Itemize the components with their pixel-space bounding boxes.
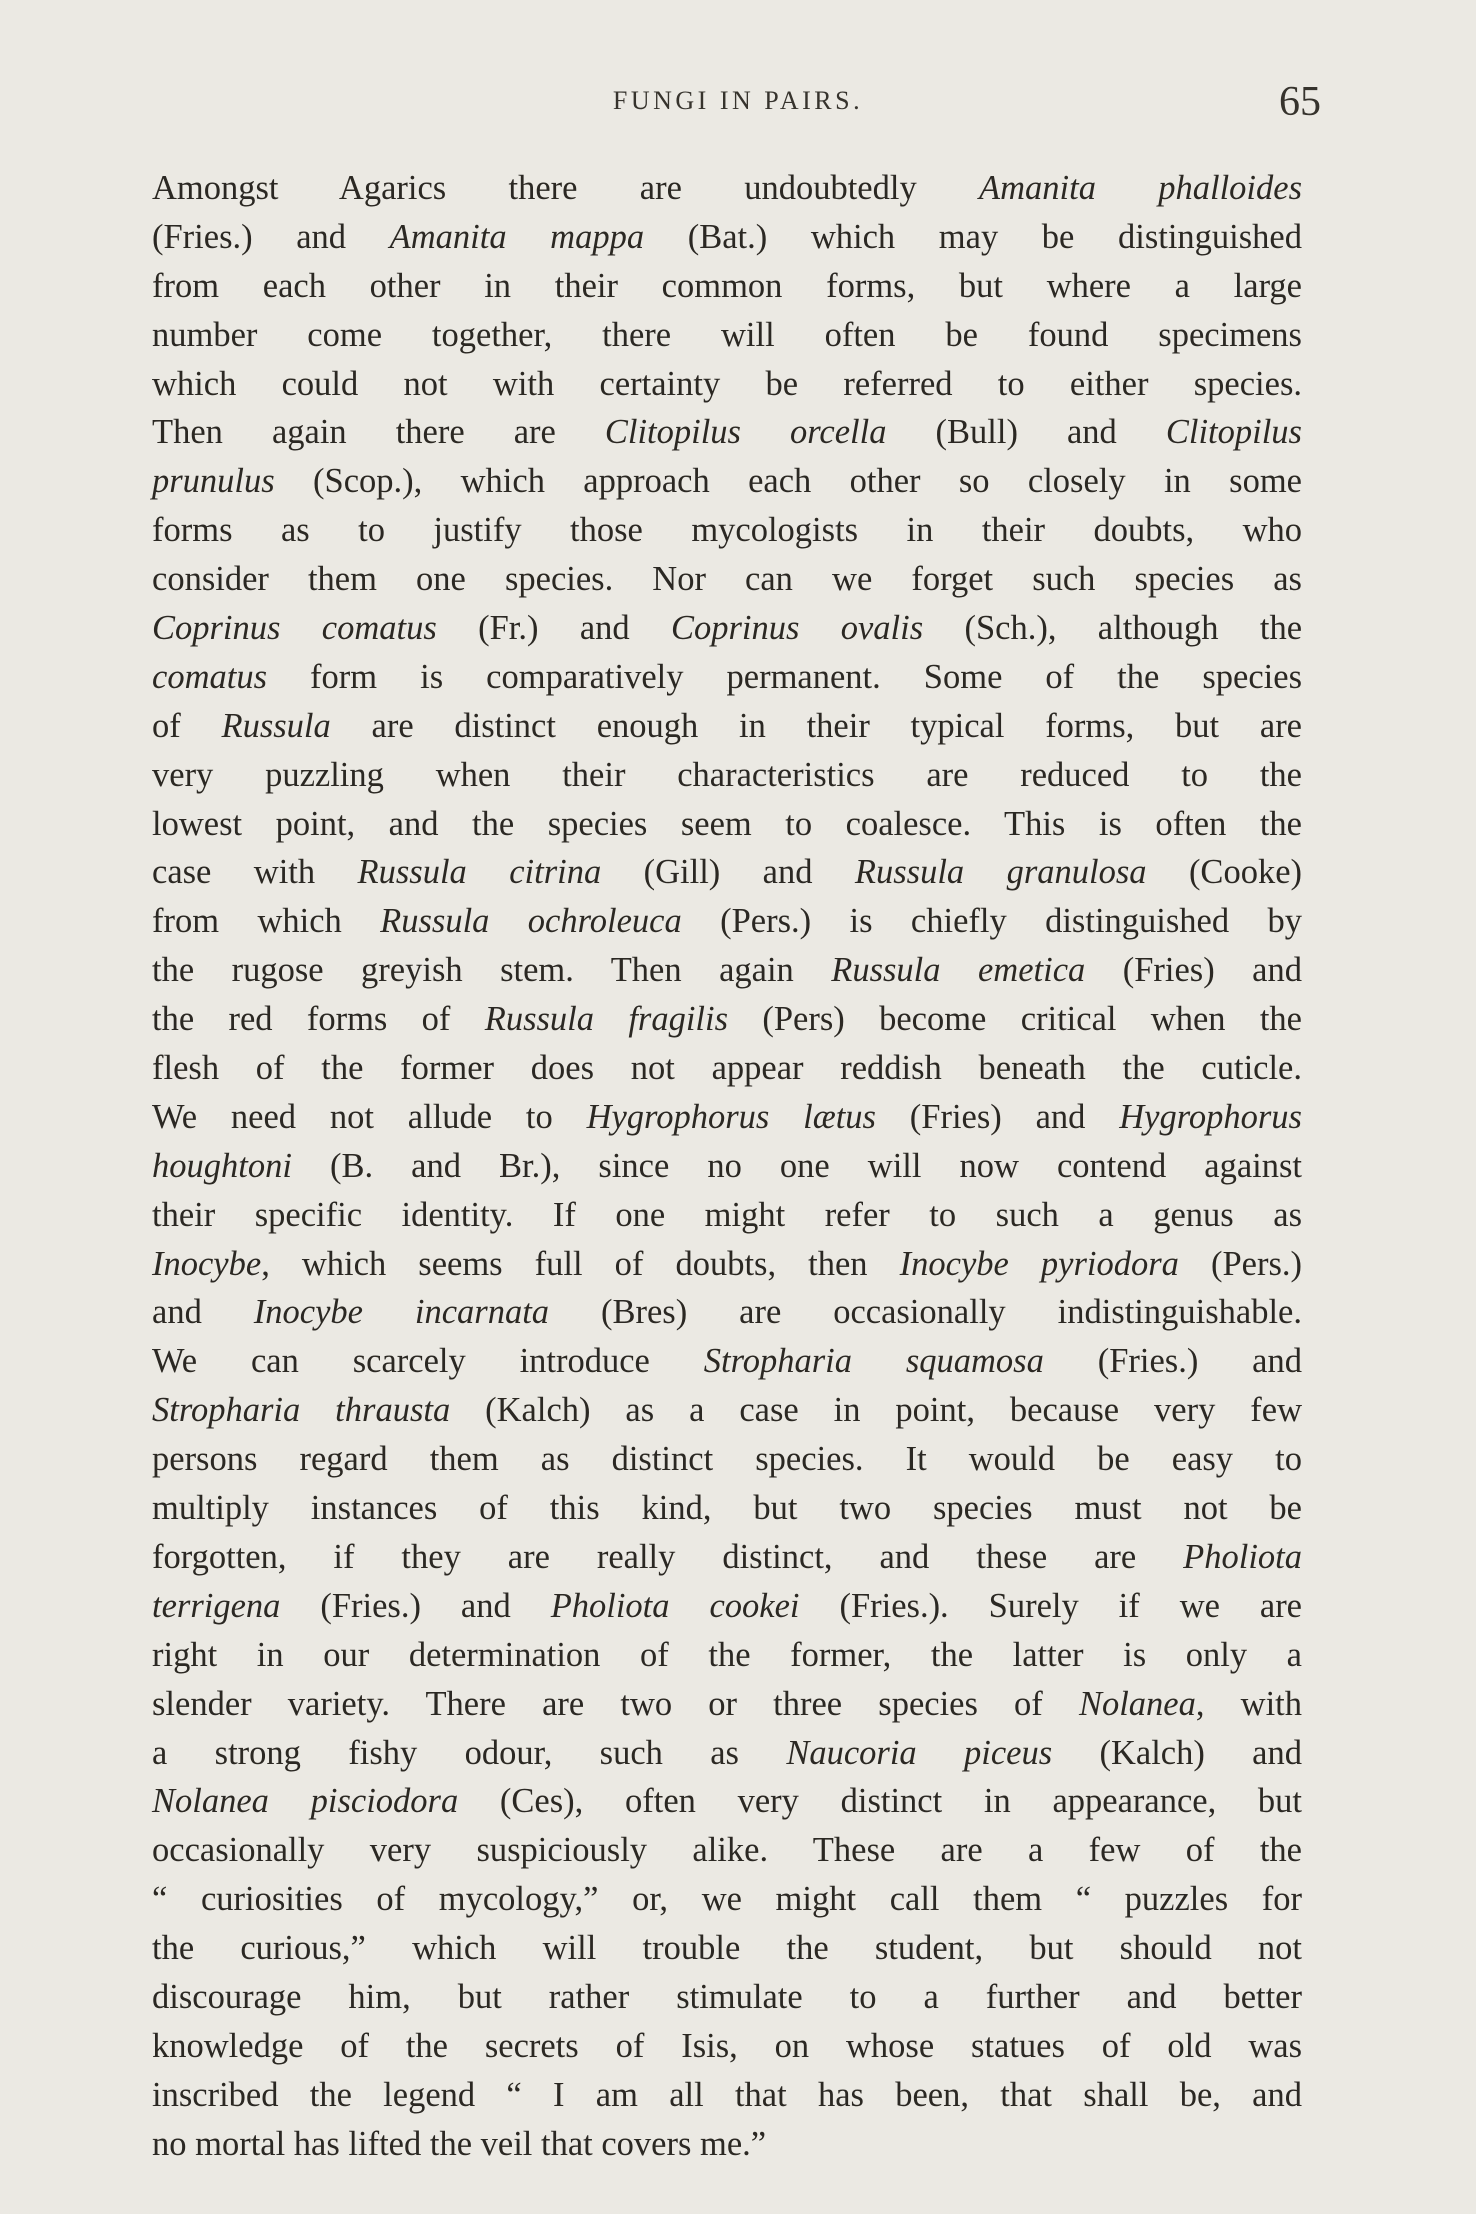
italic-species-name: prunulus <box>152 462 275 501</box>
text-line <box>152 1631 1302 1680</box>
text-line <box>152 1533 1302 1582</box>
text-line <box>152 1142 1302 1191</box>
text-run: forms as to justify those mycologists in their doubts, who <box>152 511 1302 550</box>
text-line <box>152 506 1302 555</box>
italic-species-name: Russula citrina <box>357 853 602 892</box>
text-run: slender variety. There are two or three species of <box>152 1684 1079 1723</box>
text-run: the rugose greyish stem. Then again <box>152 951 832 990</box>
text-run: (Fries.) and <box>1043 1342 1302 1381</box>
text-run: knowledge of the secrets of Isis, on whose statues of old was <box>152 2026 1302 2065</box>
italic-species-name: Russula granulosa <box>854 853 1147 892</box>
text-line <box>152 1386 1302 1435</box>
italic-species-name: Coprinus comatus <box>152 609 437 648</box>
running-head <box>0 78 1476 128</box>
text-run: form is comparatively permanent. Some of the species <box>267 657 1302 696</box>
text-line <box>152 2071 1302 2120</box>
text-run: (Fries.) and <box>152 217 390 256</box>
text-line <box>152 1875 1302 1924</box>
text-run: (Pers.) <box>1178 1244 1302 1283</box>
text-run: (Fries) and <box>1085 951 1302 990</box>
italic-species-name: Russula ochroleuca <box>380 902 682 941</box>
text-run: We can scarcely introduce <box>152 1342 704 1381</box>
text-line <box>152 1582 1302 1631</box>
text-line <box>152 1435 1302 1484</box>
page-number: 65 <box>1279 79 1321 125</box>
text-run: (Bres) are occasionally indistinguishable. <box>549 1293 1302 1332</box>
text-run: number come together, there will often be found specimens <box>152 315 1302 354</box>
running-title: FUNGI IN PAIRS. <box>612 86 864 115</box>
text-line <box>152 702 1302 751</box>
text-run: right in our determination of the former, the latter is only a <box>152 1635 1302 1674</box>
text-run: are distinct enough in their typical forms, but are <box>330 706 1302 745</box>
text-run: their specific identity. If one might refer to such a genus as <box>152 1195 1302 1234</box>
text-run: We need not allude to <box>152 1097 587 1136</box>
italic-species-name: Russula emetica <box>831 951 1086 990</box>
text-line <box>152 604 1302 653</box>
text-run: (Kalch) as a case in point, because very few <box>450 1391 1302 1430</box>
text-line <box>152 213 1302 262</box>
italic-species-name: Coprinus ovalis <box>670 609 924 648</box>
text-run: discourage him, but rather stimulate to a further and better <box>152 1977 1302 2016</box>
text-run: from which <box>152 902 381 941</box>
italic-species-name: Nolanea pisciodora <box>152 1782 459 1821</box>
text-line <box>152 1777 1302 1826</box>
italic-species-name: Amanita phalloides <box>979 169 1302 207</box>
italic-species-name: Amanita mappa <box>389 217 645 256</box>
text-line <box>152 848 1302 897</box>
text-run: flesh of the former does not appear reddish beneath the cuticle. <box>152 1049 1302 1088</box>
text-run: no mortal has lifted the veil that covers me.” <box>152 2124 767 2163</box>
text-run: Then again there are <box>152 413 605 452</box>
text-line <box>152 457 1302 506</box>
text-line <box>152 1729 1302 1778</box>
italic-species-name: Pholiota cookei <box>550 1586 800 1625</box>
text-line <box>152 897 1302 946</box>
italic-species-name: Naucoria piceus <box>786 1733 1053 1772</box>
text-line <box>152 1044 1302 1093</box>
text-run: (Pers.) is chiefly distinguished by <box>681 902 1302 941</box>
italic-species-name: Nolanea <box>1078 1684 1196 1723</box>
italic-species-name: Stropharia squamosa <box>703 1342 1044 1381</box>
text-run: (Pers) become critical when the <box>728 1000 1302 1039</box>
text-line <box>152 1240 1302 1289</box>
italic-species-name: Hygrophorus lætus <box>586 1097 876 1136</box>
text-line <box>152 751 1302 800</box>
italic-species-name: Inocybe <box>152 1244 262 1283</box>
text-run: (B. and Br.), since no one will now contend against <box>291 1146 1302 1185</box>
text-line <box>152 555 1302 604</box>
text-run: which could not with certainty be referred to either species. <box>152 364 1302 403</box>
text-run: (Bull) and <box>886 413 1166 452</box>
text-run: case with <box>152 853 358 892</box>
text-run: (Fries) and <box>875 1097 1120 1136</box>
body-paragraph <box>152 164 1302 2169</box>
italic-species-name: terrigena <box>152 1586 281 1625</box>
text-line <box>152 2022 1302 2071</box>
text-run: (Kalch) and <box>1052 1733 1302 1772</box>
text-run: , which seems full of doubts, then <box>261 1244 900 1283</box>
italic-species-name: houghtoni <box>152 1146 292 1185</box>
text-line <box>152 946 1302 995</box>
text-line <box>152 1337 1302 1386</box>
italic-species-name: Inocybe incarnata <box>253 1293 550 1332</box>
italic-species-name: Stropharia thrausta <box>152 1391 451 1430</box>
text-run: and <box>152 1293 254 1332</box>
text-run: the curious,” which will trouble the student, but should not <box>152 1929 1302 1968</box>
text-run: (Sch.), although the <box>923 609 1303 648</box>
text-line <box>152 1924 1302 1973</box>
text-line <box>152 1826 1302 1875</box>
italic-species-name: Inocybe pyriodora <box>899 1244 1179 1283</box>
text-run: from each other in their common forms, but where a large <box>152 266 1302 305</box>
text-run: (Fr.) and <box>436 609 671 648</box>
italic-species-name: Pholiota <box>1183 1537 1302 1576</box>
text-run: a strong fishy odour, such as <box>152 1733 787 1772</box>
text-run: , with <box>1195 1684 1302 1723</box>
text-run: persons regard them as distinct species. It would be easy to <box>152 1440 1302 1479</box>
text-run: multiply instances of this kind, but two species must not be <box>152 1489 1302 1528</box>
text-run: (Ces), often very distinct in appearance, but <box>458 1782 1303 1821</box>
text-line <box>152 2120 1302 2169</box>
italic-species-name: Russula fragilis <box>484 1000 729 1039</box>
text-line <box>152 1191 1302 1240</box>
italic-species-name: Hygrophorus <box>1119 1097 1302 1136</box>
text-run: (Fries.) and <box>280 1586 551 1625</box>
text-run: very puzzling when their characteristics are reduced to the <box>152 755 1302 794</box>
text-run: (Fries.). Surely if we are <box>799 1586 1302 1625</box>
text-run: (Cooke) <box>1146 853 1302 892</box>
text-run: the red forms of <box>152 1000 485 1039</box>
text-line <box>152 1973 1302 2022</box>
italic-species-name: comatus <box>152 657 267 696</box>
text-line <box>152 995 1302 1044</box>
text-run: forgotten, if they are really distinct, and these are <box>152 1537 1184 1576</box>
text-run: “ curiosities of mycology,” or, we might call them “ puzzles for <box>152 1880 1302 1919</box>
text-line <box>152 262 1302 311</box>
text-line <box>152 1680 1302 1729</box>
text-line <box>152 408 1302 457</box>
text-run: occasionally very suspiciously alike. These are a few of the <box>152 1831 1302 1870</box>
text-line <box>152 800 1302 849</box>
text-line <box>152 164 1302 213</box>
text-run: (Gill) and <box>601 853 855 892</box>
italic-species-name: Clitopilus orcella <box>604 413 887 452</box>
text-line <box>152 360 1302 409</box>
text-run: of <box>152 706 222 745</box>
text-line <box>152 1288 1302 1337</box>
text-line <box>152 311 1302 360</box>
text-line <box>152 653 1302 702</box>
text-line <box>152 1484 1302 1533</box>
text-line <box>152 1093 1302 1142</box>
text-run: consider them one species. Nor can we forget such species as <box>152 560 1302 599</box>
text-run: inscribed the legend “ I am all that has been, that shall be, and <box>152 2075 1302 2114</box>
italic-species-name: Clitopilus <box>1165 413 1302 452</box>
text-run: (Scop.), which approach each other so closely in some <box>274 462 1302 501</box>
italic-species-name: Russula <box>221 706 331 745</box>
text-run: lowest point, and the species seem to coalesce. This is often the <box>152 804 1302 843</box>
text-run: Amongst Agarics there are undoubtedly <box>152 169 980 207</box>
text-run: (Bat.) which may be distinguished <box>644 217 1302 256</box>
